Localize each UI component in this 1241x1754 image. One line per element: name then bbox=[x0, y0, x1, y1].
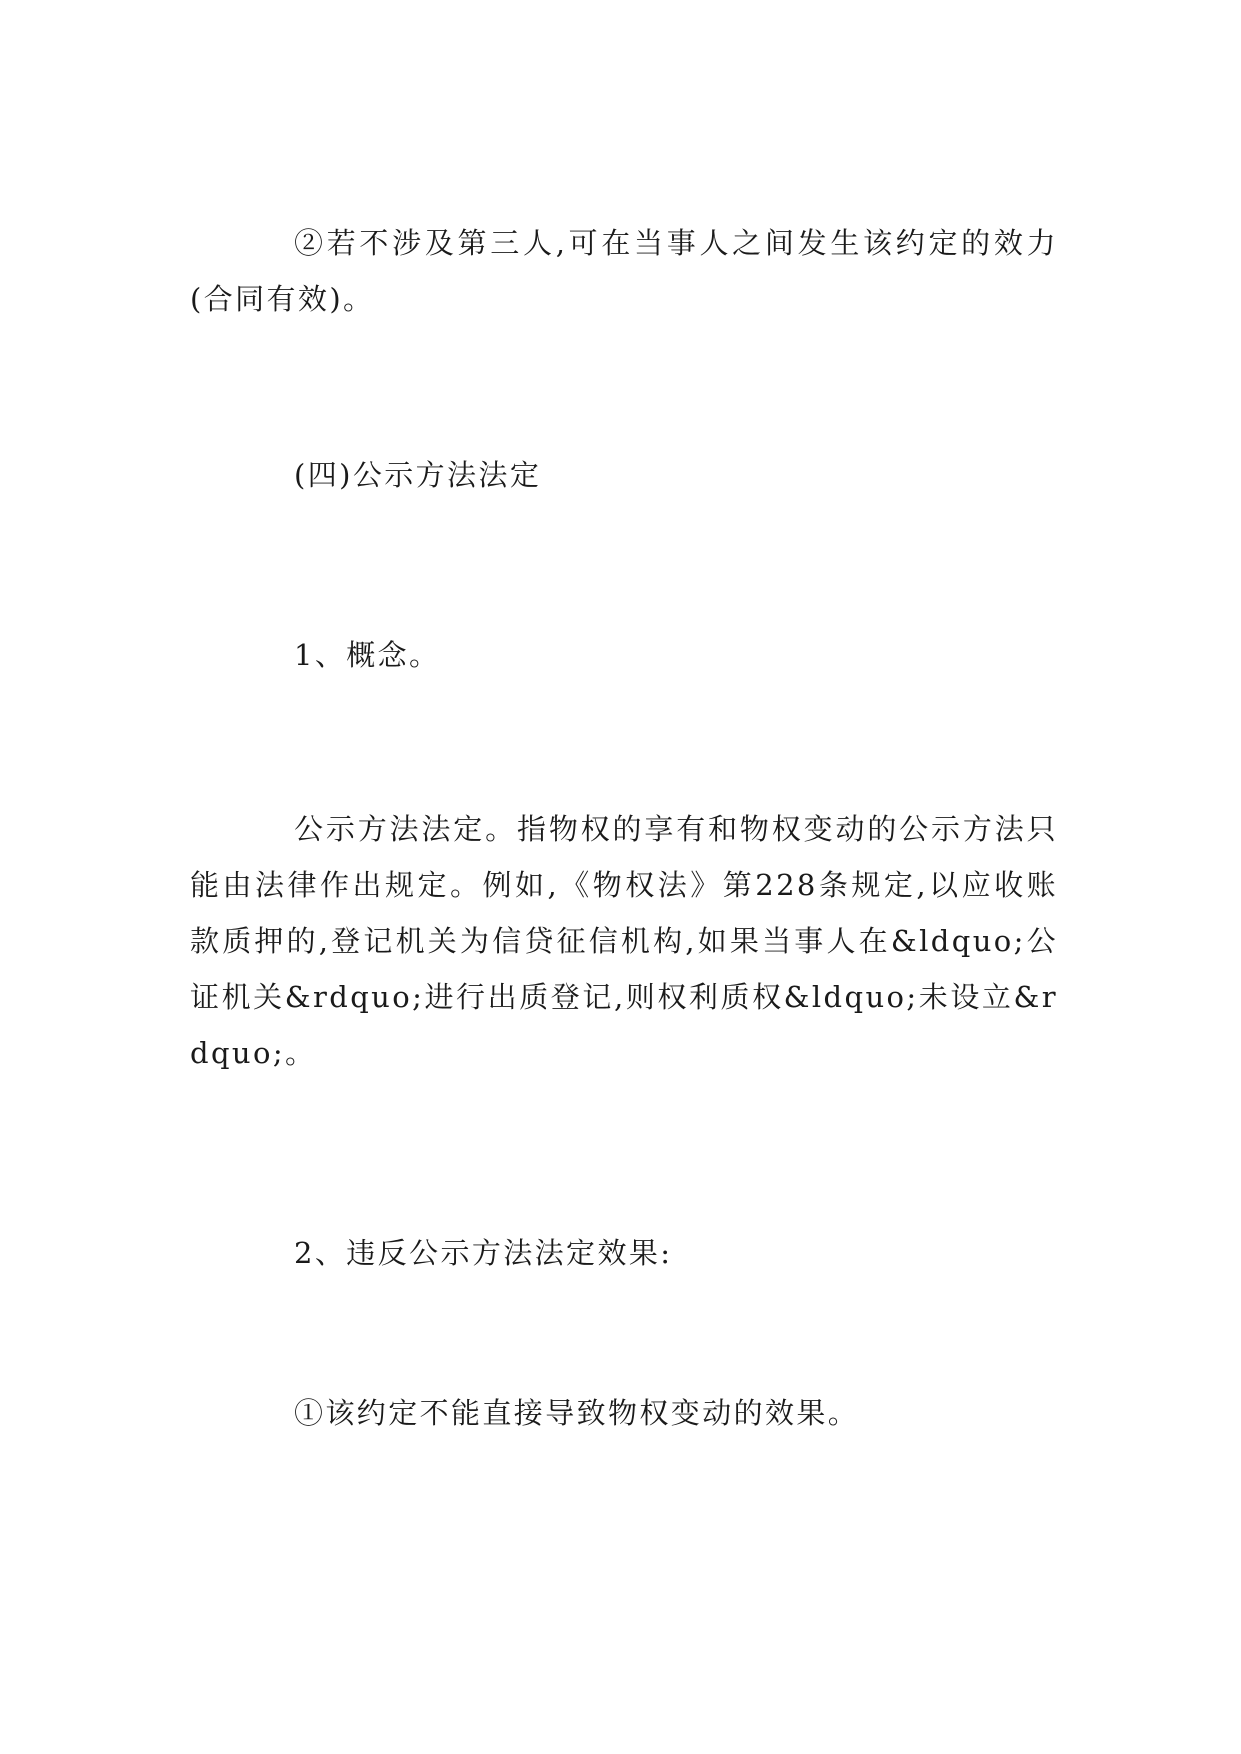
section-heading-publicity-method: (四)公示方法法定 bbox=[294, 458, 542, 492]
subheading-violation-effect: 2、违反公示方法法定效果: bbox=[294, 1236, 673, 1270]
paragraph-effect-one: ①该约定不能直接导致物权变动的效果。 bbox=[294, 1396, 860, 1430]
paragraph-third-party-effect: ②若不涉及第三人,可在当事人之间发生该约定的效力(合同有效)。 bbox=[190, 226, 1058, 316]
subheading-concept: 1、概念。 bbox=[294, 638, 441, 672]
paragraph-concept-definition: 公示方法法定。指物权的享有和物权变动的公示方法只能由法律作出规定。例如,《物权法》第228条规定,以应收账款质押的,登记机关为信贷征信机构,如果当事人在&ldquo;公证机关&rdquo;进行出质登记,则权利质权&ldquo;未设立&rdquo;。 bbox=[190, 812, 1058, 1070]
